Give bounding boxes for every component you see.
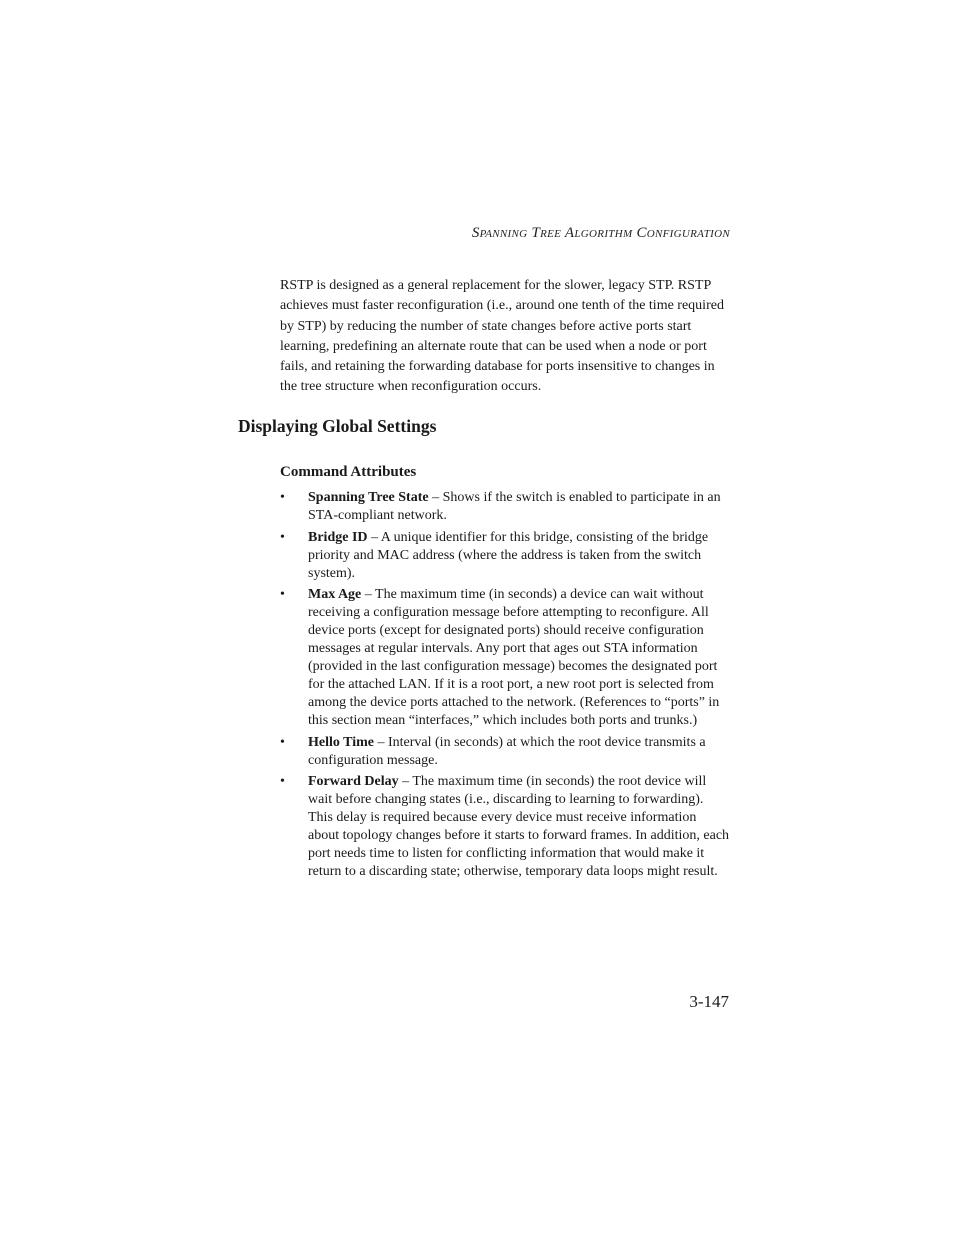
section-heading: Displaying Global Settings: [238, 416, 437, 436]
list-item-bridge-id: [280, 529, 730, 583]
page-number: 3-147: [689, 992, 729, 1011]
attribute-description: – Shows if the switch is enabled to participate in an STA-compliant network.: [308, 490, 721, 523]
bullet-icon: •: [280, 529, 285, 545]
attribute-term: Max Age: [308, 587, 362, 602]
list-item-forward-delay: [280, 773, 730, 881]
attribute-description: – The maximum time (in seconds) a device can wait without receiving a configuration message before attempting to reconfigure. All device ports (except for designated ports) should receive configuration messages at regular intervals. Any port that ages out STA information (provided in the last configuration message) becomes the designated port for the attached LAN. If it is a root port, a new root port is selected from among the device ports attached to the network. (References to “ports” in this section mean “interfaces,” which includes both ports and trunks.): [308, 587, 720, 728]
attribute-description: – A unique identifier for this bridge, consisting of the bridge priority and MAC address (where the address is taken from the switch system).: [308, 529, 709, 581]
bullet-icon: •: [280, 774, 285, 789]
list-item-hello-time: [280, 734, 730, 770]
attribute-term: Spanning Tree State: [308, 490, 429, 505]
attribute-term: Hello Time: [308, 734, 374, 750]
list-item-spanning-tree-state: [280, 489, 730, 525]
attribute-description: – Interval (in seconds) at which the root device transmits a configuration message.: [308, 734, 706, 768]
bullet-icon: •: [280, 734, 285, 750]
attribute-description: – The maximum time (in seconds) the root device will wait before changing states (i.e., discarding to learning to forwarding). This delay is required because every device must receive information about topology changes before it starts to forward frames. In addition, each port needs time to listen for conflicting information that would make it return to a discarding state; otherwise, temporary data loops might result.: [308, 774, 730, 879]
bullet-icon: •: [280, 490, 285, 505]
bullet-icon: •: [280, 587, 285, 602]
intro-paragraph: RSTP is designed as a general replacement for the slower, legacy STP. RSTP achieves must faster reconfiguration (i.e., around one tenth of the time required by STP) by reducing the number of state changes before active ports start learning, predefining an alternate route that can be used when a node or port fails, and retaining the forwarding database for ports insensitive to changes in the tree structure when reconfiguration occurs.: [280, 278, 724, 395]
command-attributes-heading: Command Attributes: [280, 464, 417, 480]
running-header: Spanning Tree Algorithm Configuration: [471, 225, 730, 241]
attribute-term: Bridge ID: [308, 529, 368, 545]
attribute-list: [280, 489, 730, 885]
list-item-max-age: [280, 586, 730, 730]
attribute-term: Forward Delay: [308, 774, 399, 789]
